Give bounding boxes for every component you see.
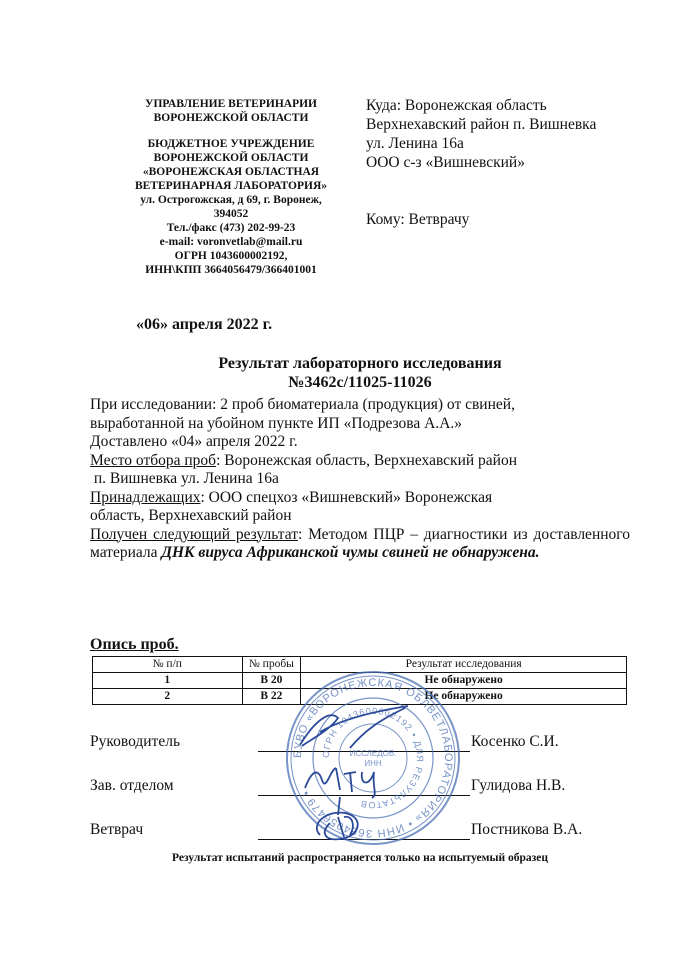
signature-row-dept: [90, 777, 650, 799]
document-number: №3462с/11025-11026: [288, 374, 432, 391]
inn-kpp: ИНН\КПП 3664056479/366401001: [145, 264, 317, 276]
footer-note: Результат испытаний распространяется только на испытуемый образец: [172, 852, 548, 864]
svg-text:ОГРН 1043600002192 • ДЛЯ РЕЗУЛ: ОГРН 1043600002192 • ДЛЯ РЕЗУЛЬТАТОВ: [320, 705, 426, 811]
owner-label: Принадлежащих: [90, 488, 201, 506]
column-header: № пробы: [242, 657, 301, 673]
svg-text:БУВО «ВОРОНЕЖСКАЯ ОБЛВЕТЛАБОРА: БУВО «ВОРОНЕЖСКАЯ ОБЛВЕТЛАБОРАТОРИЯ» • ИНН 3664056479 •: [291, 676, 455, 840]
column-header: Результат исследования: [301, 657, 627, 673]
ogrn: ОГРН 1043600002192,: [174, 250, 288, 262]
recipient-address-line: Верхнехавский район п. Вишневка: [366, 116, 597, 133]
signature-line: [258, 795, 470, 796]
column-header: № п/п: [93, 657, 243, 673]
org-line: ВЕТЕРИНАРНАЯ ЛАБОРАТОРИЯ»: [134, 180, 328, 192]
signature-row-vet: [90, 821, 650, 843]
postal-code: 394052: [213, 208, 249, 220]
recipient-address-line: Куда: Воронежская область: [366, 97, 547, 114]
sampling-value: : Воронежская область, Верхнехавский район: [216, 451, 518, 469]
owner: [90, 489, 630, 508]
sample-result: Не обнаружено: [301, 673, 627, 689]
svg-text:ИНН: ИНН: [364, 759, 382, 768]
inventory-title: Опись проб.: [90, 636, 179, 653]
owner-cont: область, Верхнехавский район: [90, 507, 292, 524]
recipient-org: ООО с-з «Вишневский»: [366, 154, 525, 171]
address-line: ул. Острогожская, д 69, г. Воронеж,: [140, 194, 322, 206]
table-row: [93, 689, 627, 705]
signature-role: Руководитель: [90, 733, 181, 750]
org-line: «ВОРОНЕЖСКАЯ ОБЛАСТНАЯ: [142, 166, 320, 178]
study-line: выработанной на убойном пункте ИП «Подрезова А.А.»: [90, 414, 463, 432]
document-date: «06» апреля 2022 г.: [136, 316, 273, 333]
signature-role: Зав. отделом: [90, 777, 174, 794]
org-line: ВОРОНЕЖСКОЙ ОБЛАСТИ: [153, 152, 309, 164]
table-header-row: [93, 657, 627, 673]
document-body: [90, 396, 630, 563]
sampling-label: Место отбора проб: [90, 451, 217, 469]
samples-table: [92, 656, 627, 705]
result-text: : Методом ПЦР – диагностики из доставленного материала: [90, 525, 631, 561]
row-number: 1: [93, 673, 243, 689]
sampling-place-cont: п. Вишневка ул. Ленина 16а: [90, 470, 279, 487]
study-line: При исследовании: 2 проб биоматериала (продукция) от свиней,: [90, 396, 515, 413]
sample-id: В 22: [242, 689, 301, 705]
signature-line: [258, 839, 470, 840]
table-row: [93, 673, 627, 689]
email: e-mail: voronvetlab@mail.ru: [159, 236, 303, 248]
sample-id: В 20: [242, 673, 301, 689]
recipient-whom: Кому: Ветврачу: [366, 211, 470, 228]
signature-name: Косенко С.И.: [471, 733, 559, 750]
result-emphasis: ДНК вируса Африканской чумы свиней не обнаружена.: [161, 544, 540, 561]
signature-role: Ветврач: [90, 821, 144, 838]
svg-text:ИССЛЕДОВ.: ИССЛЕДОВ.: [349, 749, 397, 758]
authority-line: УПРАВЛЕНИЕ ВЕТЕРИНАРИИ: [145, 98, 317, 110]
document-title: Результат лабораторного исследования: [218, 355, 502, 372]
signature-name: Постникова В.А.: [471, 821, 583, 838]
result-paragraph: [90, 526, 630, 563]
sampling-place: [90, 452, 630, 471]
owner-value: : ООО спецхоз «Вишневский» Воронежская: [200, 488, 493, 506]
document-title-block: [80, 354, 640, 392]
result-label: Получен следующий результат: [90, 525, 298, 543]
org-line: БЮДЖЕТНОЕ УЧРЕЖДЕНИЕ: [147, 138, 315, 150]
recipient-address-line: ул. Ленина 16а: [366, 135, 464, 152]
authority-line: ВОРОНЕЖСКОЙ ОБЛАСТИ: [153, 112, 309, 124]
phone: Тел./факс (473) 202-99-23: [166, 222, 296, 234]
delivered-date: Доставлено «04» апреля 2022 г.: [90, 433, 298, 450]
signature-name: Гулидова Н.В.: [471, 777, 566, 794]
signature-line: [258, 751, 470, 752]
sender-header: [100, 97, 362, 277]
sample-result: Не обнаружено: [301, 689, 627, 705]
recipient-header: [366, 96, 656, 229]
row-number: 2: [93, 689, 243, 705]
signature-row-head: [90, 733, 650, 755]
